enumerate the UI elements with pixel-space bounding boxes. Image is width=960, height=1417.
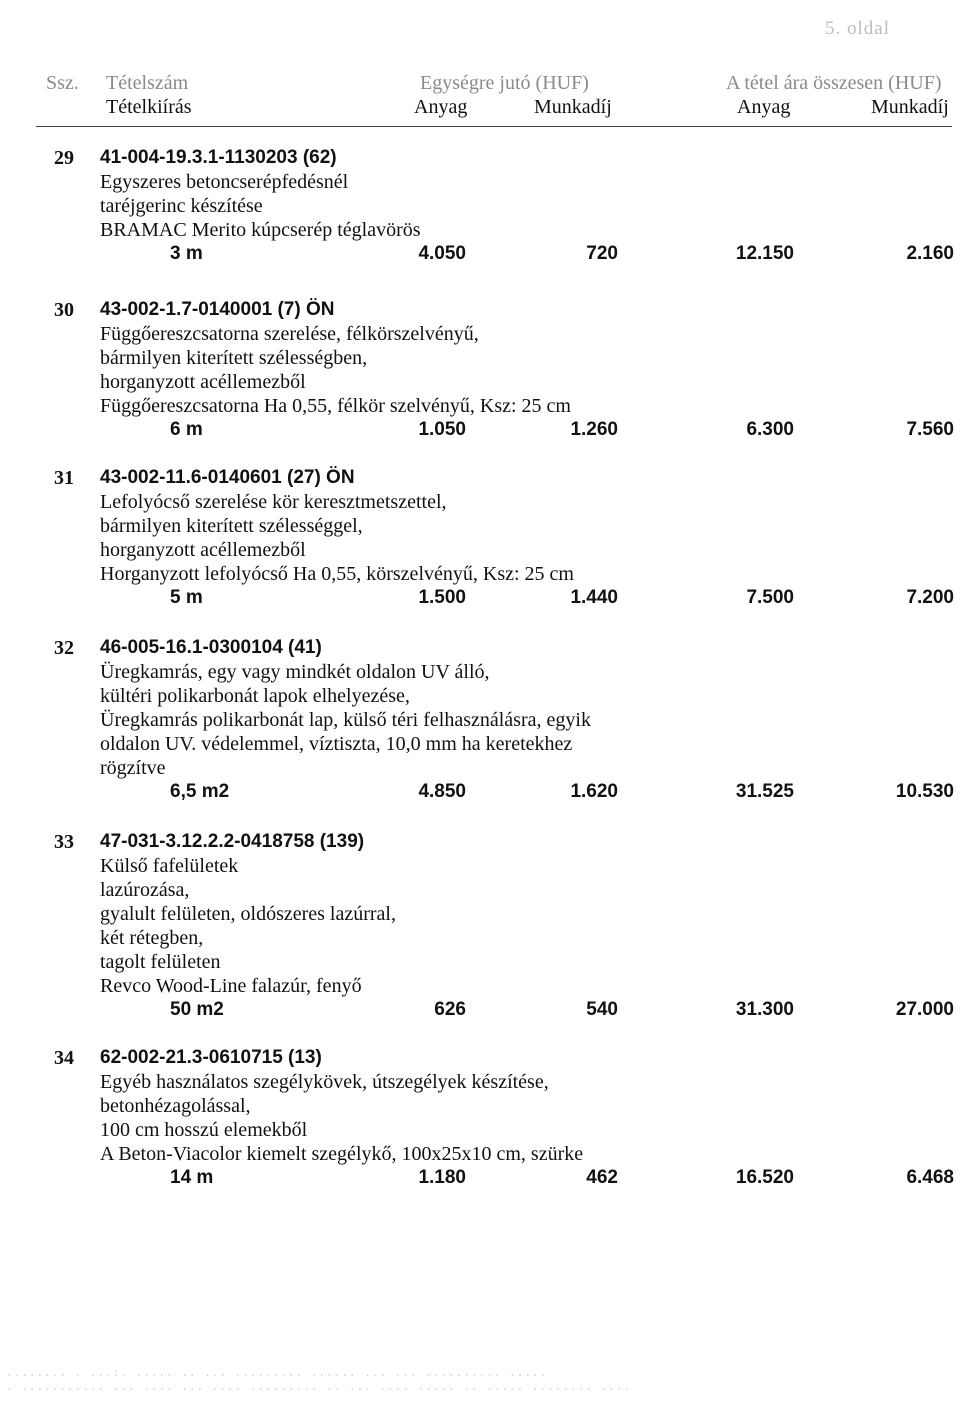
item-ssz: 32 bbox=[54, 637, 74, 659]
item-desc-line: Üregkamrás, egy vagy mindkét oldalon UV álló, bbox=[100, 661, 490, 683]
item-total-material: 12.150 bbox=[735, 243, 794, 264]
list-item bbox=[0, 1046, 960, 1196]
item-total-labor: 2.160 bbox=[906, 243, 954, 264]
item-total-material: 16.520 bbox=[735, 1167, 794, 1188]
item-unit-material: 626 bbox=[434, 999, 466, 1020]
item-desc-line: Üregkamrás polikarbonát lap, külső téri felhasználásra, egyik bbox=[100, 709, 591, 731]
item-ssz: 30 bbox=[54, 299, 74, 321]
item-list bbox=[0, 146, 960, 1196]
item-total-labor: 6.468 bbox=[906, 1167, 954, 1188]
item-desc-line: A Beton-Viacolor kiemelt szegélykő, 100x25x10 cm, szürke bbox=[100, 1143, 584, 1165]
header-tetelkiiras: Tételkiírás bbox=[106, 96, 192, 118]
item-desc-line: Egyszeres betoncserépfedésnél bbox=[100, 171, 349, 193]
item-desc-line: Lefolyócső szerelése kör keresztmetszettel, bbox=[100, 491, 447, 513]
footer-line: . ........... ... .... ... .... ......... .. ... .... ..... .. ..... ........ .... bbox=[6, 1380, 632, 1393]
item-ssz: 33 bbox=[54, 831, 74, 853]
item-desc-line: rögzítve bbox=[100, 757, 166, 779]
item-desc-line: Revco Wood-Line falazúr, fenyő bbox=[100, 975, 362, 997]
item-desc-line: horganyzott acéllemezből bbox=[100, 371, 306, 393]
item-ssz: 29 bbox=[54, 147, 74, 169]
page-number: 5. oldal bbox=[825, 18, 890, 39]
item-unit-material: 1.500 bbox=[418, 587, 466, 608]
item-unit-labor: 462 bbox=[586, 1167, 618, 1188]
item-unit-material: 1.180 bbox=[418, 1167, 466, 1188]
list-item bbox=[0, 146, 960, 298]
item-total-material: 6.300 bbox=[746, 419, 794, 440]
header-ssz: Ssz. bbox=[46, 72, 79, 94]
item-total-material: 7.500 bbox=[746, 587, 794, 608]
item-total-material: 31.300 bbox=[735, 999, 794, 1020]
list-item bbox=[0, 466, 960, 636]
item-desc-line: Függőereszcsatorna Ha 0,55, félkör szelvényű, Ksz: 25 cm bbox=[100, 395, 571, 417]
item-quantity: 3 m bbox=[170, 243, 203, 264]
item-desc-line: oldalon UV. védelemmel, víztiszta, 10,0 mm ha keretekhez bbox=[100, 733, 573, 755]
item-unit-labor: 1.620 bbox=[570, 781, 618, 802]
item-desc-line: horganyzott acéllemezből bbox=[100, 539, 306, 561]
page-footer bbox=[6, 1366, 706, 1394]
item-quantity: 5 m bbox=[170, 587, 203, 608]
item-total-labor: 7.560 bbox=[906, 419, 954, 440]
header-total-anyag: Anyag bbox=[737, 96, 791, 118]
item-desc-line: Horganyzott lefolyócső Ha 0,55, körszelvényű, Ksz: 25 cm bbox=[100, 563, 574, 585]
item-desc-line: 100 cm hosszú elemekből bbox=[100, 1119, 308, 1141]
item-total-labor: 27.000 bbox=[895, 999, 954, 1020]
item-quantity: 50 m2 bbox=[170, 999, 224, 1020]
item-unit-material: 4.850 bbox=[418, 781, 466, 802]
item-quantity: 6,5 m2 bbox=[170, 781, 230, 802]
item-total-labor: 7.200 bbox=[906, 587, 954, 608]
item-desc-line: Egyéb használatos szegélykövek, útszegélyek készítése, bbox=[100, 1071, 549, 1093]
item-ssz: 31 bbox=[54, 467, 74, 489]
list-item bbox=[0, 830, 960, 1046]
list-item bbox=[0, 636, 960, 830]
item-unit-labor: 1.440 bbox=[570, 587, 618, 608]
item-unit-labor: 720 bbox=[586, 243, 618, 264]
header-tetelszam: Tételszám bbox=[106, 72, 189, 94]
item-unit-labor: 540 bbox=[586, 999, 618, 1020]
item-total-material: 31.525 bbox=[735, 781, 794, 802]
item-total-labor: 10.530 bbox=[895, 781, 954, 802]
footer-line: ........ . ...:. ..... .. ... ......... ...... ... ... .......... ..... bbox=[6, 1366, 548, 1379]
item-unit-material: 4.050 bbox=[418, 243, 466, 264]
item-desc-line: bármilyen kiterített szélességgel, bbox=[100, 515, 363, 537]
item-quantity: 6 m bbox=[170, 419, 203, 440]
item-desc-line: gyalult felületen, oldószeres lazúrral, bbox=[100, 903, 396, 925]
item-desc-line: tagolt felületen bbox=[100, 951, 221, 973]
header-total-price-group: A tétel ára összesen (HUF) bbox=[726, 72, 942, 94]
header-unit-anyag: Anyag bbox=[414, 96, 468, 118]
item-code: 43-002-1.7-0140001 (7) ÖN bbox=[100, 299, 335, 320]
item-desc-line: Függőereszcsatorna szerelése, félkörszelvényű, bbox=[100, 323, 479, 345]
item-code: 43-002-11.6-0140601 (27) ÖN bbox=[100, 467, 355, 488]
item-desc-line: két rétegben, bbox=[100, 927, 204, 949]
item-quantity: 14 m bbox=[170, 1167, 214, 1188]
item-desc-line: betonhézagolással, bbox=[100, 1095, 251, 1117]
header-divider bbox=[36, 126, 952, 127]
item-unit-labor: 1.260 bbox=[570, 419, 618, 440]
item-desc-line: kültéri polikarbonát lapok elhelyezése, bbox=[100, 685, 410, 707]
header-total-munkadij: Munkadíj bbox=[871, 96, 949, 118]
item-ssz: 34 bbox=[54, 1047, 74, 1069]
header-unit-price-group: Egységre jutó (HUF) bbox=[420, 72, 589, 94]
list-item bbox=[0, 298, 960, 466]
item-desc-line: taréjgerinc készítése bbox=[100, 195, 263, 217]
item-code: 41-004-19.3.1-1130203 (62) bbox=[100, 147, 337, 168]
header-unit-munkadij: Munkadíj bbox=[534, 96, 612, 118]
item-code: 62-002-21.3-0610715 (13) bbox=[100, 1047, 322, 1068]
item-desc-line: Külső fafelületek bbox=[100, 855, 239, 877]
item-code: 46-005-16.1-0300104 (41) bbox=[100, 637, 322, 658]
item-code: 47-031-3.12.2.2-0418758 (139) bbox=[100, 831, 365, 852]
item-unit-material: 1.050 bbox=[418, 419, 466, 440]
item-desc-line: bármilyen kiterített szélességben, bbox=[100, 347, 368, 369]
item-desc-line: BRAMAC Merito kúpcserép téglavörös bbox=[100, 219, 421, 241]
item-desc-line: lazúrozása, bbox=[100, 879, 190, 901]
